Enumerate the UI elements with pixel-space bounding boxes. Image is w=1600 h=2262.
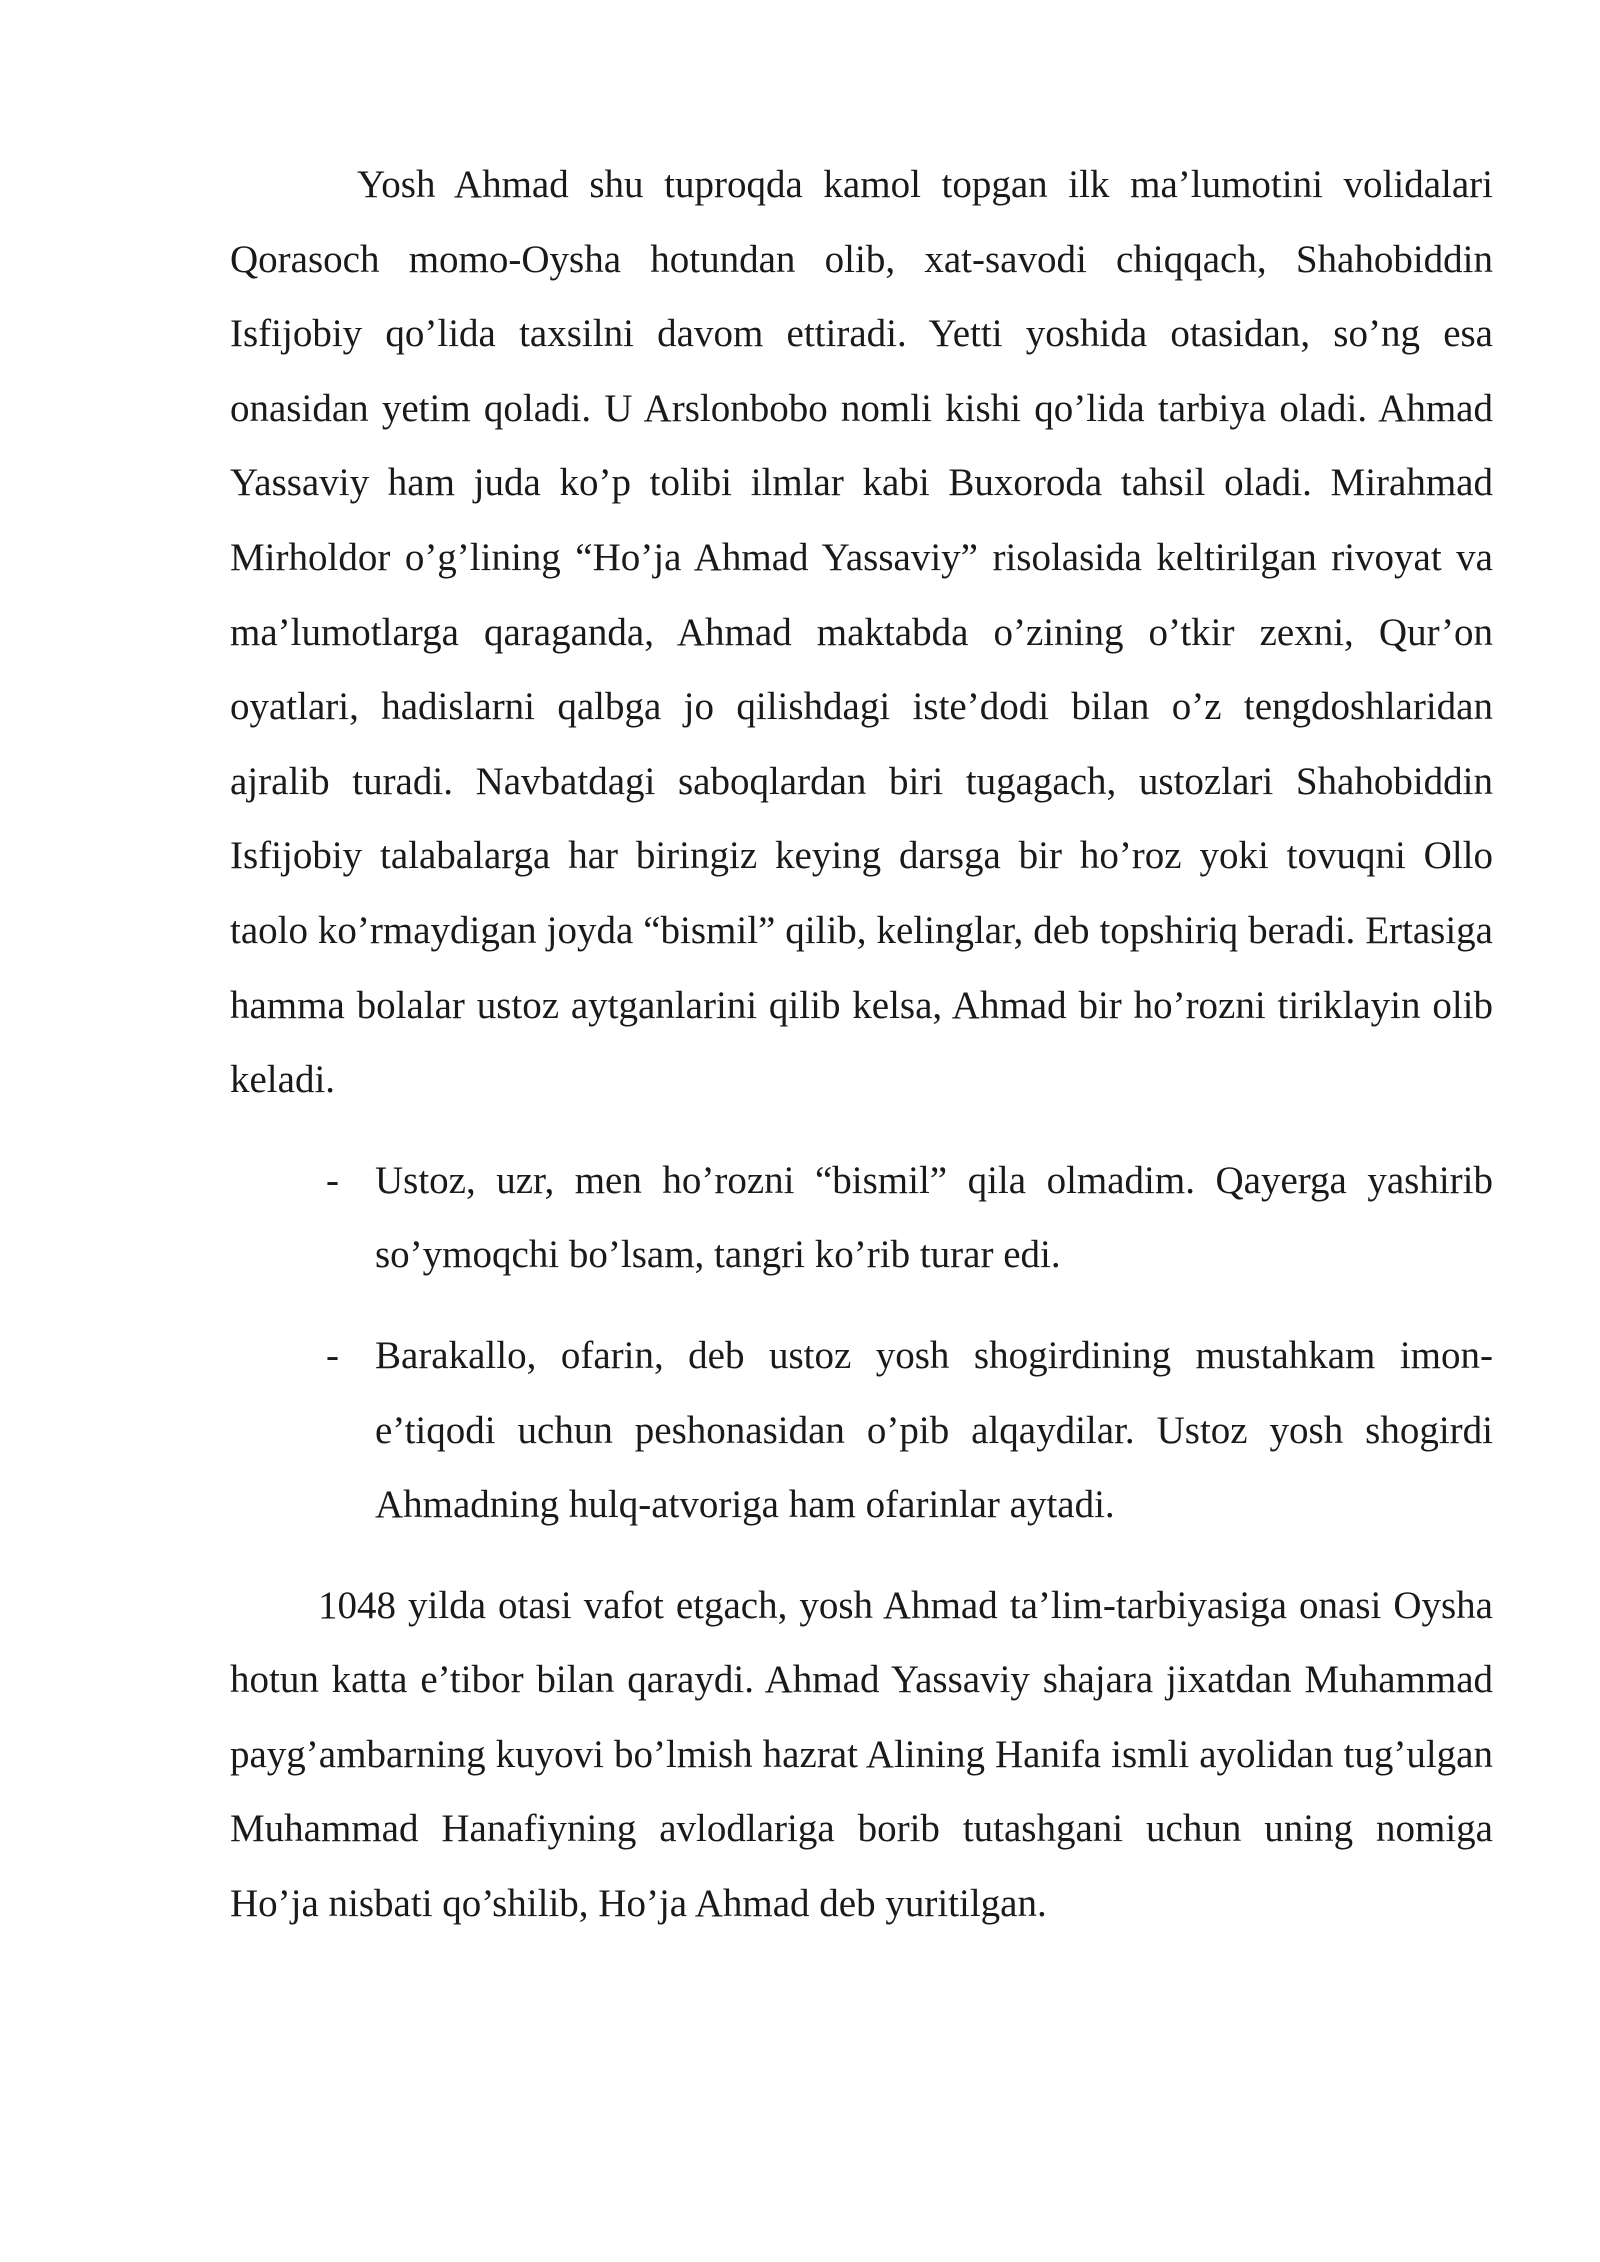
- document-body: [230, 148, 1493, 1942]
- dialogue-item: [230, 1319, 1493, 1543]
- dialogue-text: Ustoz, uzr, men ho’rozni “bismil” qila olmadim. Qayerga yashirib so’ymoqchi bo’lsam, tangri ko’rib turar edi.: [375, 1158, 1493, 1277]
- dialogue-list: [230, 1144, 1493, 1543]
- dialogue-text: Barakallo, ofarin, deb ustoz yosh shogirdining mustahkam imon-e’tiqodi uchun peshonasidan o’pib alqaydilar. Ustoz yosh shogirdi Ahmadning hulq-atvoriga ham ofarinlar aytadi.: [375, 1333, 1493, 1527]
- dialogue-item: [230, 1144, 1493, 1293]
- paragraph-lineage: 1048 yilda otasi vafot etgach, yosh Ahmad ta’lim-tarbiyasiga onasi Oysha hotun katta e’tibor bilan qaraydi. Ahmad Yassaviy shajara jixatdan Muhammad payg’ambarning kuyovi bo’lmish hazrat Alining Hanifa ismli ayolidan tug’ulgan Muhammad Hanafiyning avlodlariga borib tutashgani uchun uning nomiga Ho’ja nisbati qo’shilib, Ho’ja Ahmad deb yuritilgan.: [230, 1583, 1493, 1926]
- dash-marker: -: [326, 1333, 339, 1377]
- paragraph-intro: Yosh Ahmad shu tuproqda kamol topgan ilk ma’lumotini volidalari Qorasoch momo-Oysha hotundan olib, xat-savodi chiqqach, Shahobiddin Isfijobiy qo’lida taxsilni davom ettiradi. Yetti yoshida otasidan, so’ng esa onasidan yetim qoladi. U Arslonbobo nomli kishi qo’lida tarbiya oladi. Ahmad Yassaviy ham juda ko’p tolibi ilmlar kabi Buxoroda tahsil oladi. Mirahmad Mirholdor o’g’lining “Ho’ja Ahmad Yassaviy” risolasida keltirilgan rivoyat va ma’lumotlarga qaraganda, Ahmad maktabda o’zining o’tkir zexni, Qur’on oyatlari, hadislarni qalbga jo qilishdagi iste’dodi bilan o’z tengdoshlaridan ajralib turadi. Navbatdagi saboqlardan biri tugagach, ustozlari Shahobiddin Isfijobiy talabalarga har biringiz keying darsga bir ho’roz yoki tovuqni Ollo taolo ko’rmaydigan joyda “bismil” qilib, kelinglar, deb topshiriq beradi. Ertasiga hamma bolalar ustoz aytganlarini qilib kelsa, Ahmad bir ho’rozni tiriklayin olib keladi.: [230, 163, 1493, 1102]
- dash-marker: -: [326, 1158, 339, 1202]
